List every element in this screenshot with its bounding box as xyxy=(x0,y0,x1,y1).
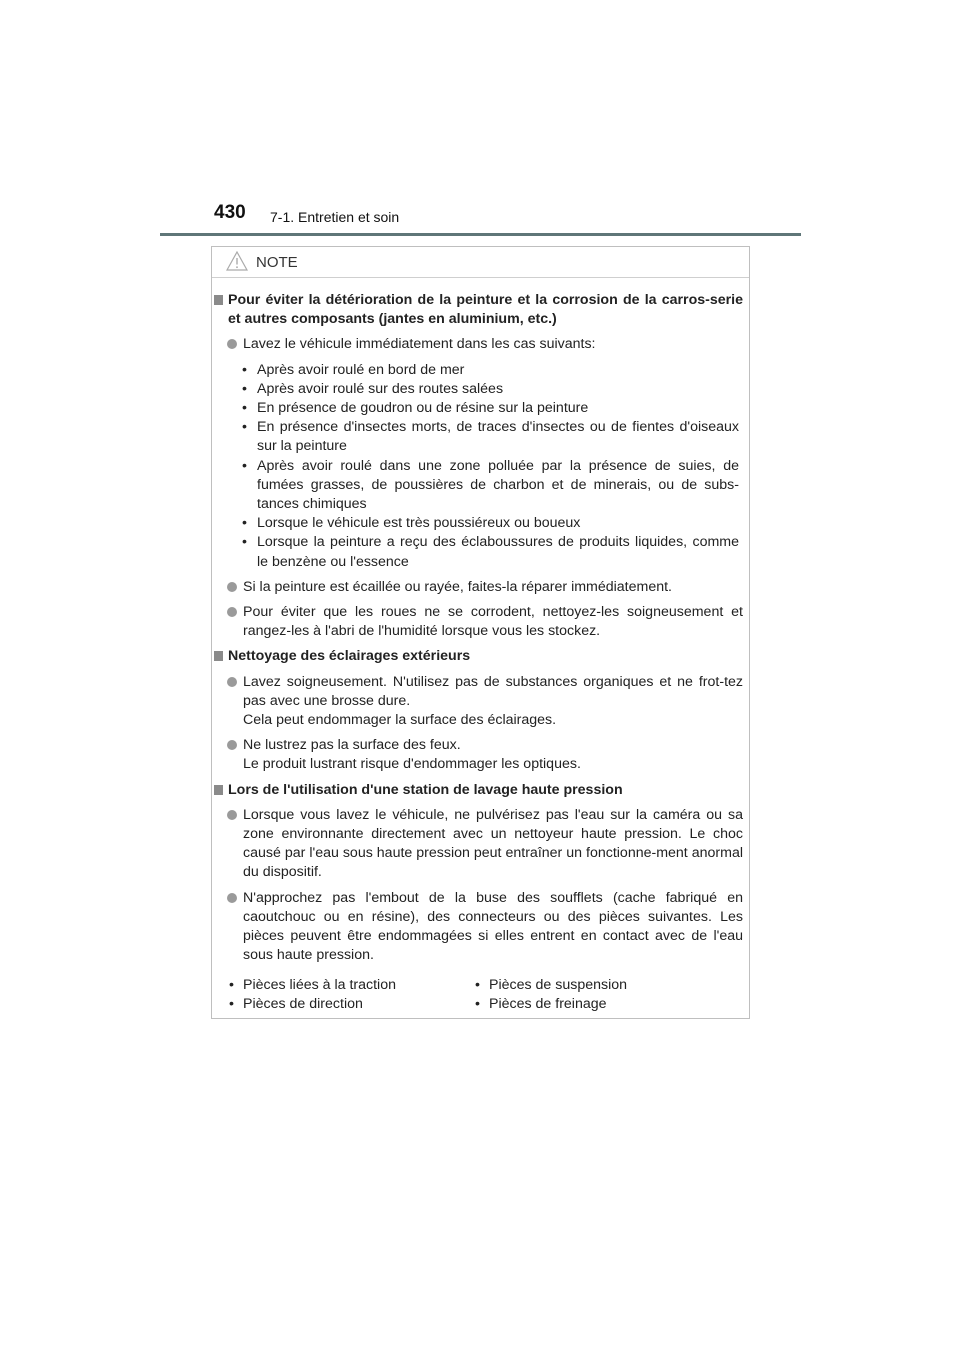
sub-item: • Après avoir roulé en bord de mer xyxy=(242,361,465,378)
sub-item: • En présence de goudron ou de résine sur la peinture xyxy=(242,400,589,417)
circle-bullet-icon xyxy=(227,607,237,617)
sub-item: • En présence d'insectes morts, de traces d'insectes ou de fientes d'oiseaux sur la peinture xyxy=(242,419,739,455)
page-header xyxy=(214,200,814,230)
circle-bullet-icon xyxy=(227,582,237,592)
heading-lights: Nettoyage des éclairages extérieurs xyxy=(212,647,743,666)
page-number: 430 xyxy=(214,202,246,223)
bullet-nozzle: N'approchez pas l'embout de la buse des soufflets (cache fabriqué en caoutchouc ou en résine), des connecteurs ou des pièces suivantes. Les pièces peuvent être endommagées si elles entrent en contact avec de l'eau sous haute pression. xyxy=(212,889,743,966)
bullet-wash: Lavez le véhicule immédiatement dans les cas suivants: xyxy=(212,335,743,354)
bullet-wash-lights: Lavez soigneusement. N'utilisez pas de substances organiques et ne frot-tez pas avec une brosse dure. Cela peut endommager la surface des éclairages. xyxy=(212,673,743,731)
bullet-polish: Ne lustrez pas la surface des feux. Le produit lustrant risque d'endommager les optiques. xyxy=(212,736,743,774)
note-body xyxy=(212,291,749,1016)
sub-item: • Après avoir roulé dans une zone polluée par la présence de suies, de fumées grasses, de poussières de charbon et de minerais, ou de subs-tances chimiques xyxy=(242,457,739,513)
section-title: 7-1. Entretien et soin xyxy=(270,209,400,225)
note-title: NOTE xyxy=(256,254,298,271)
header-rule xyxy=(160,233,801,236)
note-header xyxy=(212,247,749,278)
square-bullet-icon xyxy=(214,785,223,795)
circle-bullet-icon xyxy=(227,893,237,903)
parts-list xyxy=(212,976,749,1016)
heading-pressure-wash: Lors de l'utilisation d'une station de lavage haute pression xyxy=(212,781,743,800)
bullet-wheels: Pour éviter que les roues ne se corrodent, nettoyez-les soigneusement et rangez-les à l'abri de l'humidité lorsque vous les stockez. xyxy=(212,603,743,641)
circle-bullet-icon xyxy=(227,677,237,687)
square-bullet-icon xyxy=(214,651,223,661)
circle-bullet-icon xyxy=(227,810,237,820)
list-item: • Pièces de suspension xyxy=(475,976,628,993)
note-box xyxy=(211,246,750,1019)
bullet-camera: Lorsque vous lavez le véhicule, ne pulvérisez pas l'eau sur la caméra ou sa zone environnante directement avec un nettoyeur haute pression. Le choc causé par l'eau sous haute pression peut entraîner un fonctionne-ment anormal du dispositif. xyxy=(212,806,743,883)
sub-item: • Lorsque le véhicule est très poussiéreux ou boueux xyxy=(242,515,581,532)
sub-item: • Après avoir roulé sur des routes salées xyxy=(242,380,504,397)
list-item: • Pièces de direction xyxy=(229,995,363,1012)
warning-icon xyxy=(226,251,248,271)
square-bullet-icon xyxy=(214,295,223,305)
list-item: • Pièces de freinage xyxy=(475,995,607,1012)
bullet-scratched: Si la peinture est écaillée ou rayée, faites-la réparer immédiatement. xyxy=(212,578,743,597)
circle-bullet-icon xyxy=(227,339,237,349)
heading-paint: Pour éviter la détérioration de la peinture et la corrosion de la carros-serie et autres composants (jantes en aluminium, etc.) xyxy=(212,291,743,329)
sub-item: • Lorsque la peinture a reçu des éclaboussures de produits liquides, comme le benzène ou l'essence xyxy=(242,534,739,570)
circle-bullet-icon xyxy=(227,740,237,750)
list-item: • Pièces liées à la traction xyxy=(229,976,396,993)
